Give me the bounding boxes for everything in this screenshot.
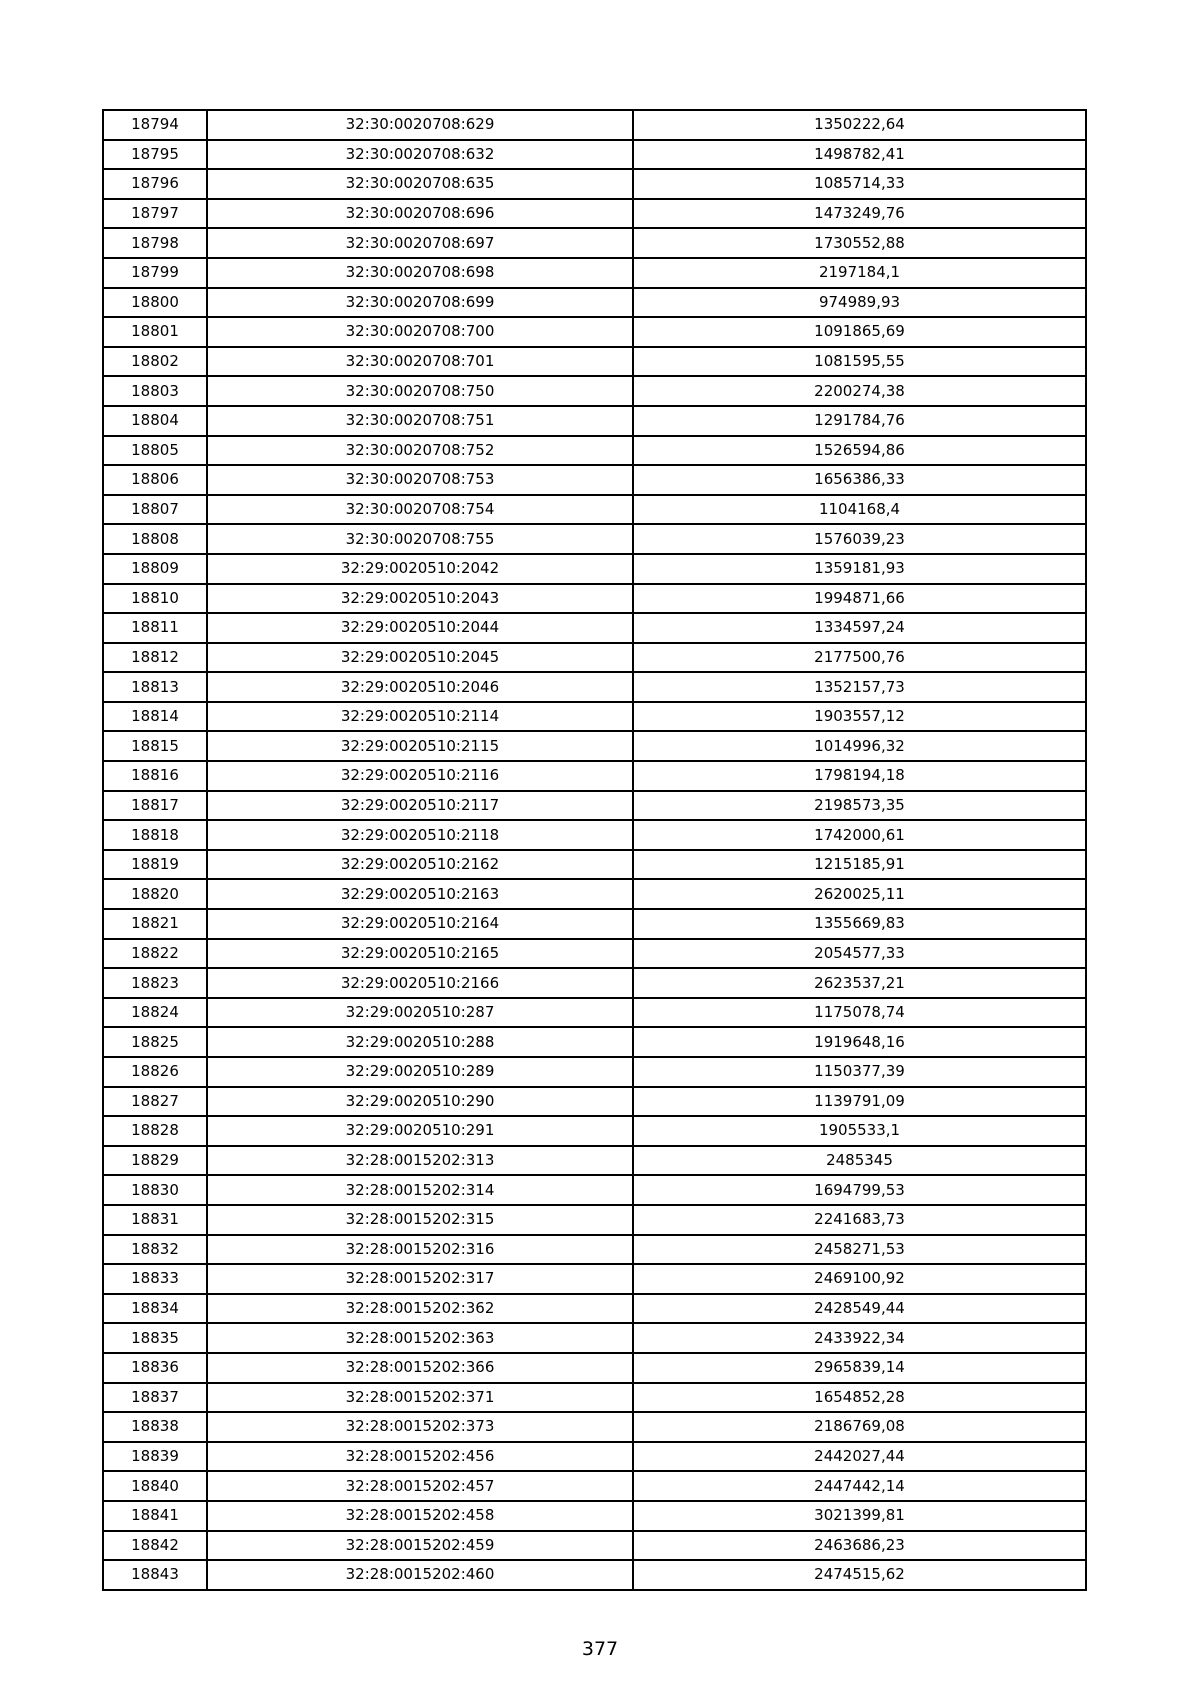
value-cell: 2198573,35 [633, 791, 1086, 821]
table-row [103, 140, 1086, 170]
row-number-cell: 18831 [103, 1205, 207, 1235]
value-cell: 3021399,81 [633, 1501, 1086, 1531]
table-row [103, 939, 1086, 969]
table-row [103, 495, 1086, 525]
value-cell: 1994871,66 [633, 584, 1086, 614]
cadastral-number-cell: 32:29:0020510:2166 [207, 968, 633, 998]
table-row [103, 1294, 1086, 1324]
table-row [103, 1383, 1086, 1413]
table-row [103, 968, 1086, 998]
value-cell: 2197184,1 [633, 258, 1086, 288]
table-row [103, 1560, 1086, 1590]
row-number-cell: 18843 [103, 1560, 207, 1590]
value-cell: 2442027,44 [633, 1442, 1086, 1472]
cadastral-number-cell: 32:28:0015202:362 [207, 1294, 633, 1324]
row-number-cell: 18794 [103, 110, 207, 140]
value-cell: 1085714,33 [633, 169, 1086, 199]
row-number-cell: 18824 [103, 998, 207, 1028]
value-cell: 1081595,55 [633, 347, 1086, 377]
table-row [103, 465, 1086, 495]
table-row [103, 376, 1086, 406]
row-number-cell: 18829 [103, 1146, 207, 1176]
table-row [103, 1264, 1086, 1294]
cadastral-number-cell: 32:28:0015202:457 [207, 1471, 633, 1501]
row-number-cell: 18805 [103, 436, 207, 466]
table-row [103, 1501, 1086, 1531]
table-row [103, 909, 1086, 939]
value-cell: 2458271,53 [633, 1235, 1086, 1265]
row-number-cell: 18813 [103, 672, 207, 702]
value-cell: 1350222,64 [633, 110, 1086, 140]
cadastral-number-cell: 32:28:0015202:363 [207, 1323, 633, 1353]
value-cell: 1175078,74 [633, 998, 1086, 1028]
row-number-cell: 18834 [103, 1294, 207, 1324]
value-cell: 1498782,41 [633, 140, 1086, 170]
value-cell: 2474515,62 [633, 1560, 1086, 1590]
cadastral-number-cell: 32:29:0020510:2165 [207, 939, 633, 969]
row-number-cell: 18832 [103, 1235, 207, 1265]
value-cell: 2620025,11 [633, 879, 1086, 909]
value-cell: 2428549,44 [633, 1294, 1086, 1324]
cadastral-number-cell: 32:29:0020510:290 [207, 1087, 633, 1117]
row-number-cell: 18818 [103, 820, 207, 850]
row-number-cell: 18802 [103, 347, 207, 377]
cadastral-number-cell: 32:29:0020510:2042 [207, 554, 633, 584]
table-row [103, 613, 1086, 643]
table-body [103, 110, 1086, 1590]
cadastral-number-cell: 32:28:0015202:316 [207, 1235, 633, 1265]
cadastral-number-cell: 32:29:0020510:291 [207, 1116, 633, 1146]
value-cell: 2200274,38 [633, 376, 1086, 406]
value-cell: 1473249,76 [633, 199, 1086, 229]
table-row [103, 288, 1086, 318]
cadastral-number-cell: 32:29:0020510:2046 [207, 672, 633, 702]
row-number-cell: 18835 [103, 1323, 207, 1353]
row-number-cell: 18837 [103, 1383, 207, 1413]
table-row [103, 731, 1086, 761]
row-number-cell: 18803 [103, 376, 207, 406]
table-row [103, 436, 1086, 466]
row-number-cell: 18812 [103, 643, 207, 673]
row-number-cell: 18796 [103, 169, 207, 199]
row-number-cell: 18828 [103, 1116, 207, 1146]
cadastral-number-cell: 32:29:0020510:2118 [207, 820, 633, 850]
row-number-cell: 18806 [103, 465, 207, 495]
value-cell: 2463686,23 [633, 1531, 1086, 1561]
table-row [103, 998, 1086, 1028]
table-row [103, 584, 1086, 614]
cadastral-number-cell: 32:29:0020510:2162 [207, 850, 633, 880]
cadastral-number-cell: 32:30:0020708:751 [207, 406, 633, 436]
cadastral-number-cell: 32:28:0015202:371 [207, 1383, 633, 1413]
cadastral-number-cell: 32:28:0015202:313 [207, 1146, 633, 1176]
table-row [103, 702, 1086, 732]
row-number-cell: 18841 [103, 1501, 207, 1531]
cadastral-number-cell: 32:30:0020708:753 [207, 465, 633, 495]
value-cell: 1526594,86 [633, 436, 1086, 466]
table-row [103, 1471, 1086, 1501]
value-cell: 974989,93 [633, 288, 1086, 318]
value-cell: 2177500,76 [633, 643, 1086, 673]
table-row [103, 169, 1086, 199]
value-cell: 2186769,08 [633, 1412, 1086, 1442]
value-cell: 1139791,09 [633, 1087, 1086, 1117]
value-cell: 1694799,53 [633, 1175, 1086, 1205]
row-number-cell: 18811 [103, 613, 207, 643]
cadastral-number-cell: 32:30:0020708:700 [207, 317, 633, 347]
table-row [103, 1057, 1086, 1087]
cadastral-number-cell: 32:28:0015202:315 [207, 1205, 633, 1235]
value-cell: 1352157,73 [633, 672, 1086, 702]
row-number-cell: 18830 [103, 1175, 207, 1205]
row-number-cell: 18814 [103, 702, 207, 732]
table-row [103, 228, 1086, 258]
cadastral-number-cell: 32:29:0020510:2114 [207, 702, 633, 732]
page-number: 377 [581, 1638, 619, 1660]
row-number-cell: 18821 [103, 909, 207, 939]
value-cell: 2433922,34 [633, 1323, 1086, 1353]
cadastral-number-cell: 32:29:0020510:2115 [207, 731, 633, 761]
row-number-cell: 18826 [103, 1057, 207, 1087]
row-number-cell: 18798 [103, 228, 207, 258]
table-row [103, 1087, 1086, 1117]
cadastral-number-cell: 32:30:0020708:752 [207, 436, 633, 466]
value-cell: 1905533,1 [633, 1116, 1086, 1146]
table-row [103, 1323, 1086, 1353]
value-cell: 2965839,14 [633, 1353, 1086, 1383]
value-cell: 1656386,33 [633, 465, 1086, 495]
cadastral-number-cell: 32:30:0020708:701 [207, 347, 633, 377]
cadastral-number-cell: 32:30:0020708:632 [207, 140, 633, 170]
cadastral-number-cell: 32:28:0015202:314 [207, 1175, 633, 1205]
cadastral-number-cell: 32:30:0020708:698 [207, 258, 633, 288]
cadastral-number-cell: 32:30:0020708:696 [207, 199, 633, 229]
table-row [103, 524, 1086, 554]
row-number-cell: 18825 [103, 1027, 207, 1057]
value-cell: 1576039,23 [633, 524, 1086, 554]
table-row [103, 672, 1086, 702]
row-number-cell: 18820 [103, 879, 207, 909]
value-cell: 1359181,93 [633, 554, 1086, 584]
row-number-cell: 18807 [103, 495, 207, 525]
row-number-cell: 18815 [103, 731, 207, 761]
cadastral-number-cell: 32:29:0020510:2164 [207, 909, 633, 939]
cadastral-number-cell: 32:29:0020510:2043 [207, 584, 633, 614]
value-cell: 2469100,92 [633, 1264, 1086, 1294]
table-row [103, 1175, 1086, 1205]
cadastral-number-cell: 32:29:0020510:2163 [207, 879, 633, 909]
table-row [103, 1353, 1086, 1383]
table-row [103, 554, 1086, 584]
value-cell: 1291784,76 [633, 406, 1086, 436]
table-row [103, 258, 1086, 288]
cadastral-number-cell: 32:29:0020510:2117 [207, 791, 633, 821]
row-number-cell: 18827 [103, 1087, 207, 1117]
cadastral-number-cell: 32:30:0020708:755 [207, 524, 633, 554]
cadastral-number-cell: 32:28:0015202:366 [207, 1353, 633, 1383]
row-number-cell: 18823 [103, 968, 207, 998]
cadastral-number-cell: 32:29:0020510:287 [207, 998, 633, 1028]
row-number-cell: 18809 [103, 554, 207, 584]
row-number-cell: 18810 [103, 584, 207, 614]
row-number-cell: 18842 [103, 1531, 207, 1561]
row-number-cell: 18840 [103, 1471, 207, 1501]
value-cell: 2241683,73 [633, 1205, 1086, 1235]
row-number-cell: 18795 [103, 140, 207, 170]
table-row [103, 1412, 1086, 1442]
cadastral-number-cell: 32:29:0020510:289 [207, 1057, 633, 1087]
cadastral-number-cell: 32:30:0020708:699 [207, 288, 633, 318]
value-cell: 1104168,4 [633, 495, 1086, 525]
row-number-cell: 18839 [103, 1442, 207, 1472]
cadastral-number-cell: 32:30:0020708:635 [207, 169, 633, 199]
row-number-cell: 18822 [103, 939, 207, 969]
cadastral-number-cell: 32:28:0015202:317 [207, 1264, 633, 1294]
value-cell: 2485345 [633, 1146, 1086, 1176]
row-number-cell: 18808 [103, 524, 207, 554]
value-cell: 1742000,61 [633, 820, 1086, 850]
cadastral-number-cell: 32:30:0020708:629 [207, 110, 633, 140]
row-number-cell: 18817 [103, 791, 207, 821]
value-cell: 1919648,16 [633, 1027, 1086, 1057]
row-number-cell: 18797 [103, 199, 207, 229]
table-row [103, 1116, 1086, 1146]
value-cell: 1014996,32 [633, 731, 1086, 761]
cadastral-table [102, 109, 1087, 1591]
row-number-cell: 18819 [103, 850, 207, 880]
value-cell: 1730552,88 [633, 228, 1086, 258]
cadastral-number-cell: 32:28:0015202:456 [207, 1442, 633, 1472]
row-number-cell: 18816 [103, 761, 207, 791]
table-row [103, 643, 1086, 673]
table-row [103, 1027, 1086, 1057]
cadastral-number-cell: 32:29:0020510:2116 [207, 761, 633, 791]
table-row [103, 1235, 1086, 1265]
table-row [103, 1442, 1086, 1472]
table-row [103, 761, 1086, 791]
value-cell: 2623537,21 [633, 968, 1086, 998]
value-cell: 2054577,33 [633, 939, 1086, 969]
cadastral-number-cell: 32:30:0020708:754 [207, 495, 633, 525]
cadastral-number-cell: 32:28:0015202:459 [207, 1531, 633, 1561]
table-row [103, 820, 1086, 850]
table-row [103, 1146, 1086, 1176]
cadastral-number-cell: 32:28:0015202:460 [207, 1560, 633, 1590]
row-number-cell: 18838 [103, 1412, 207, 1442]
value-cell: 1798194,18 [633, 761, 1086, 791]
value-cell: 1215185,91 [633, 850, 1086, 880]
row-number-cell: 18836 [103, 1353, 207, 1383]
cadastral-number-cell: 32:29:0020510:288 [207, 1027, 633, 1057]
cadastral-number-cell: 32:29:0020510:2044 [207, 613, 633, 643]
table-row [103, 199, 1086, 229]
table-row [103, 347, 1086, 377]
row-number-cell: 18833 [103, 1264, 207, 1294]
row-number-cell: 18799 [103, 258, 207, 288]
value-cell: 1334597,24 [633, 613, 1086, 643]
value-cell: 1654852,28 [633, 1383, 1086, 1413]
table-row [103, 1205, 1086, 1235]
value-cell: 2447442,14 [633, 1471, 1086, 1501]
table-row [103, 850, 1086, 880]
table-row [103, 317, 1086, 347]
cadastral-number-cell: 32:30:0020708:697 [207, 228, 633, 258]
cadastral-number-cell: 32:29:0020510:2045 [207, 643, 633, 673]
value-cell: 1091865,69 [633, 317, 1086, 347]
value-cell: 1150377,39 [633, 1057, 1086, 1087]
table-row [103, 406, 1086, 436]
table-row [103, 1531, 1086, 1561]
row-number-cell: 18800 [103, 288, 207, 318]
table-row [103, 879, 1086, 909]
table-row [103, 110, 1086, 140]
cadastral-number-cell: 32:30:0020708:750 [207, 376, 633, 406]
cadastral-number-cell: 32:28:0015202:373 [207, 1412, 633, 1442]
row-number-cell: 18804 [103, 406, 207, 436]
cadastral-number-cell: 32:28:0015202:458 [207, 1501, 633, 1531]
table-row [103, 791, 1086, 821]
value-cell: 1903557,12 [633, 702, 1086, 732]
row-number-cell: 18801 [103, 317, 207, 347]
value-cell: 1355669,83 [633, 909, 1086, 939]
